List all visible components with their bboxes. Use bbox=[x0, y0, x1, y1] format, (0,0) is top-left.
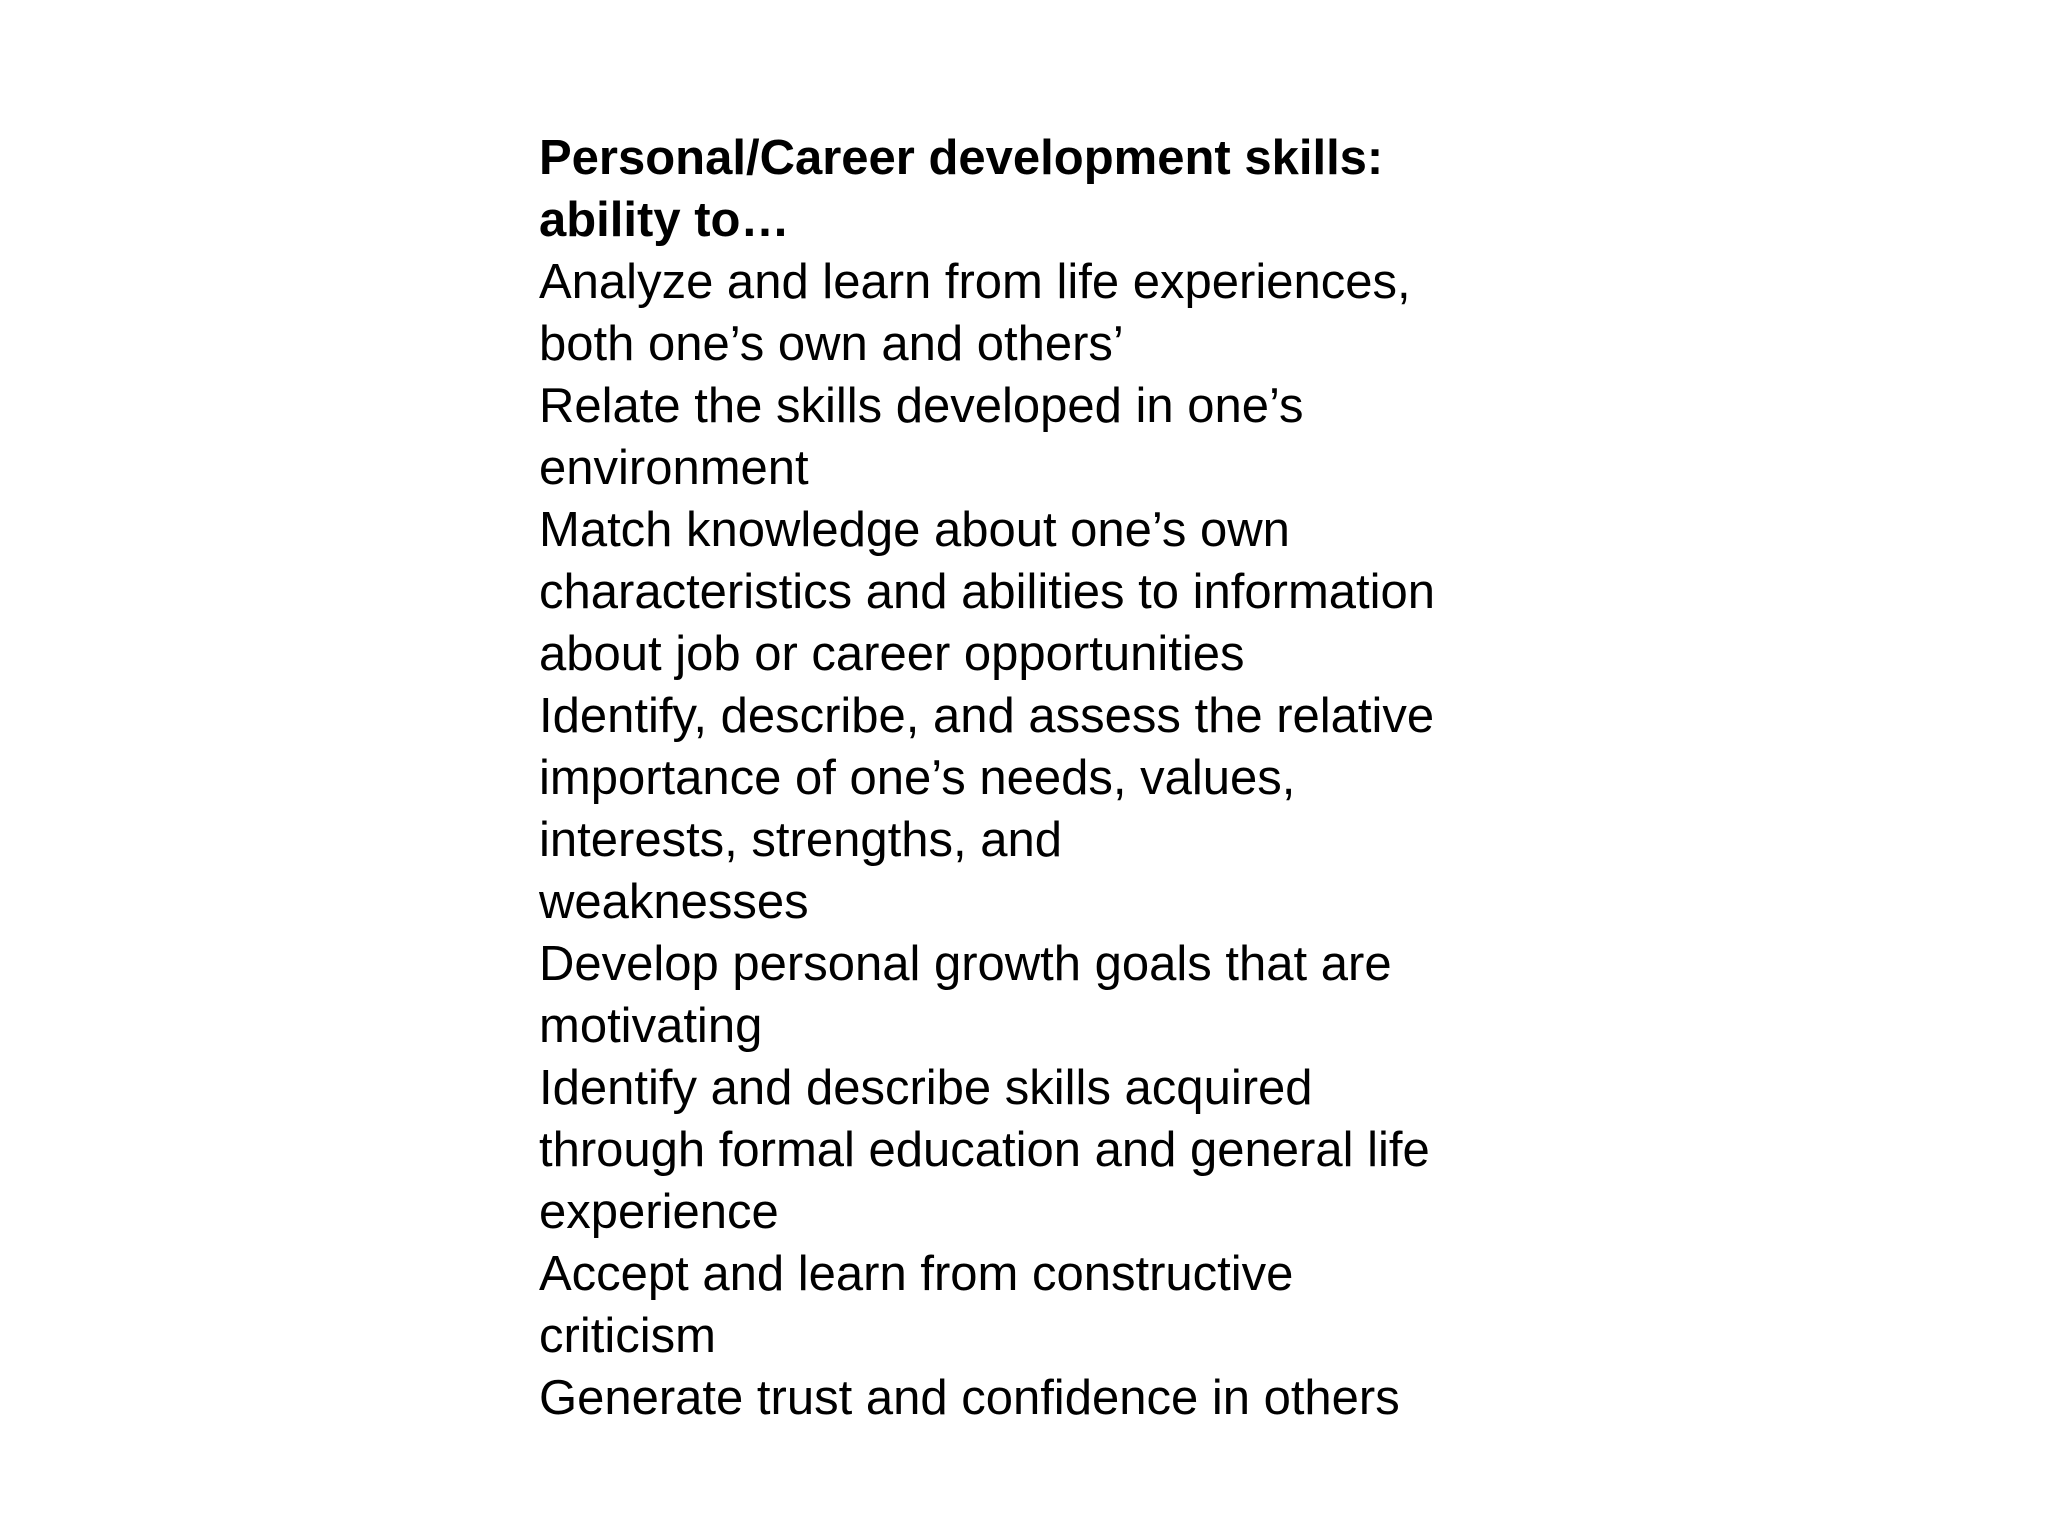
skill-item bbox=[539, 375, 1539, 499]
skill-item bbox=[539, 1367, 1539, 1429]
skill-line: importance of one’s needs, values, bbox=[539, 751, 1296, 805]
skill-line: weaknesses bbox=[539, 875, 809, 929]
skill-line: Accept and learn from constructive bbox=[539, 1247, 1294, 1301]
skill-line: experience bbox=[539, 1185, 779, 1239]
skill-line: Analyze and learn from life experiences, bbox=[539, 255, 1411, 309]
skill-item bbox=[539, 685, 1539, 933]
skill-line: criticism bbox=[539, 1309, 716, 1363]
heading-line: ability to… bbox=[539, 193, 790, 247]
skill-item bbox=[539, 251, 1539, 375]
skill-line: environment bbox=[539, 441, 809, 495]
skill-line: through formal education and general life bbox=[539, 1123, 1430, 1177]
skill-line: Develop personal growth goals that are bbox=[539, 937, 1392, 991]
heading-line: Personal/Career development skills: bbox=[539, 131, 1384, 185]
skill-line: motivating bbox=[539, 999, 763, 1053]
skill-line: Match knowledge about one’s own bbox=[539, 503, 1290, 557]
skill-line: Generate trust and confidence in others bbox=[539, 1371, 1400, 1425]
skill-item bbox=[539, 499, 1539, 685]
skill-line: characteristics and abilities to information bbox=[539, 565, 1436, 619]
skill-line: interests, strengths, and bbox=[539, 813, 1062, 867]
skill-line: Identify, describe, and assess the relative bbox=[539, 689, 1435, 743]
heading bbox=[539, 127, 1539, 251]
skill-line: Relate the skills developed in one’s bbox=[539, 379, 1304, 433]
skill-item bbox=[539, 1057, 1539, 1243]
skill-item bbox=[539, 933, 1539, 1057]
skill-line: both one’s own and others’ bbox=[539, 317, 1124, 371]
skill-item bbox=[539, 1243, 1539, 1367]
skill-line: about job or career opportunities bbox=[539, 627, 1245, 681]
skill-line: Identify and describe skills acquired bbox=[539, 1061, 1313, 1115]
skills-text-block bbox=[539, 127, 1539, 1429]
